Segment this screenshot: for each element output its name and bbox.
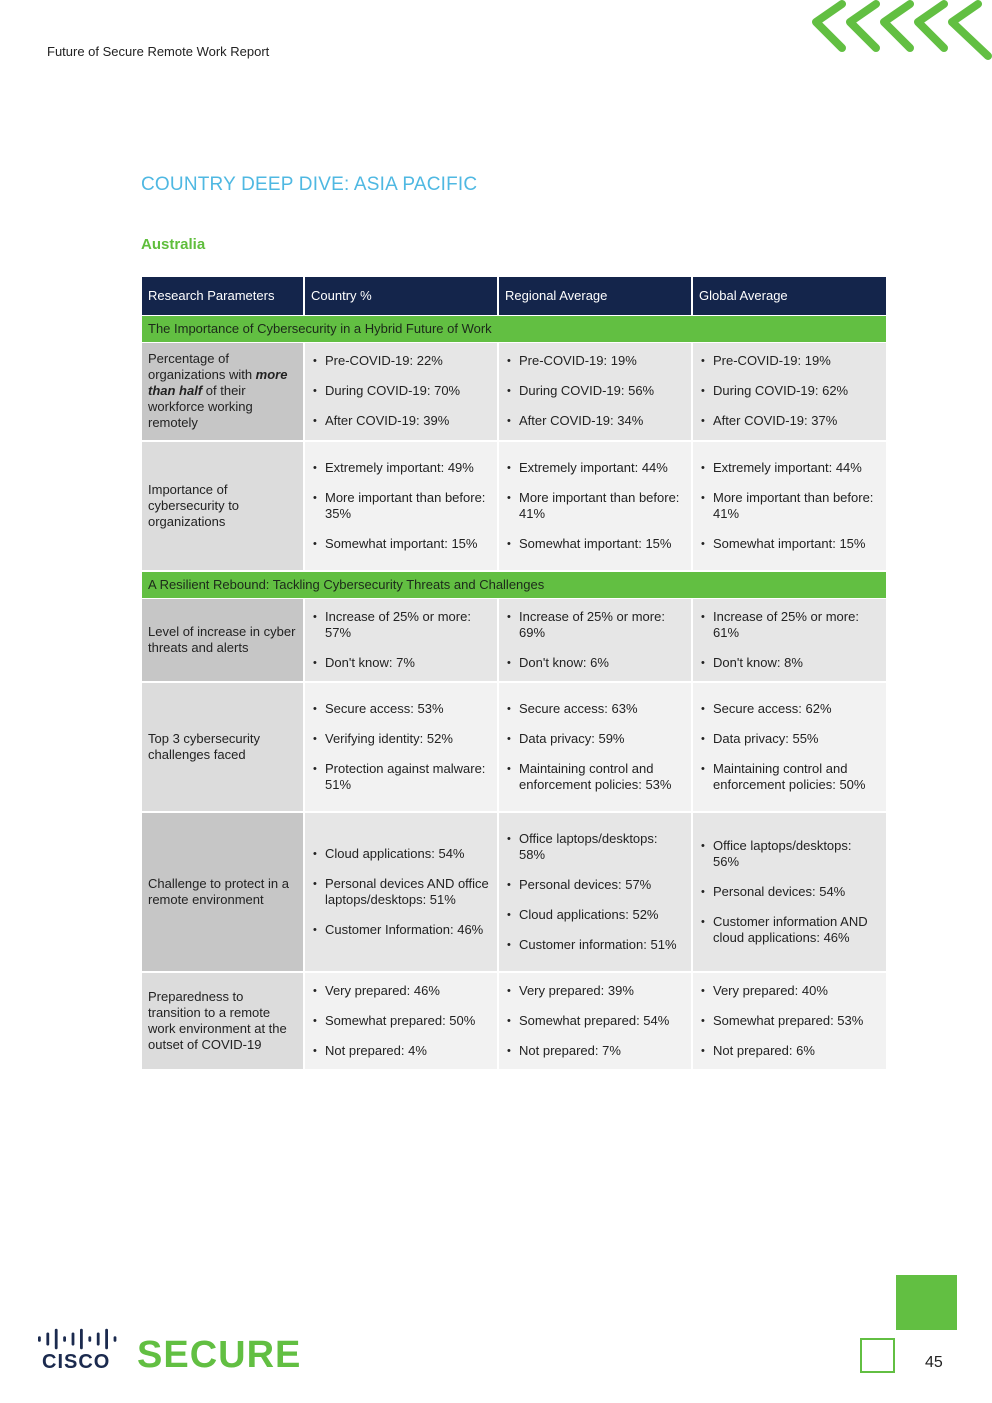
list-item: • Customer Information: 46%	[313, 922, 491, 938]
list-item: • Maintaining control and enforcement policies: 53%	[507, 761, 685, 793]
list-item: • Somewhat important: 15%	[701, 536, 880, 552]
list-item: • After COVID-19: 37%	[701, 413, 880, 429]
row-parameter: Percentage of organizations with more than half of their workforce working remotely	[142, 343, 304, 441]
column-header: Research Parameters	[142, 277, 304, 316]
list-item: • Extremely important: 44%	[507, 460, 685, 476]
country-heading: Australia	[141, 236, 206, 253]
list-item: • Cloud applications: 52%	[507, 907, 685, 923]
list-item: • During COVID-19: 56%	[507, 383, 685, 399]
list-item: • After COVID-19: 34%	[507, 413, 685, 429]
regional-cell	[498, 343, 692, 441]
list-item: • Personal devices AND office laptops/desktops: 51%	[313, 876, 491, 908]
global-cell	[692, 812, 886, 972]
list-item: • Personal devices: 54%	[701, 884, 880, 900]
country-cell	[304, 598, 498, 682]
green-square-decoration	[896, 1275, 957, 1330]
list-item: • More important than before: 41%	[507, 490, 685, 522]
list-item: • More important than before: 35%	[313, 490, 491, 522]
section-row	[142, 316, 886, 343]
chevron-decoration-icon	[808, 0, 992, 60]
row-parameter: Level of increase in cyber threats and alerts	[142, 598, 304, 682]
list-item: • More important than before: 41%	[701, 490, 880, 522]
list-item: • Somewhat important: 15%	[313, 536, 491, 552]
list-item: • Extremely important: 49%	[313, 460, 491, 476]
list-item: • Don't know: 6%	[507, 655, 685, 671]
list-item: • Extremely important: 44%	[701, 460, 880, 476]
list-item: • Not prepared: 7%	[507, 1043, 685, 1059]
country-cell	[304, 812, 498, 972]
data-table	[142, 277, 886, 1071]
table-row	[142, 682, 886, 812]
table-row	[142, 598, 886, 682]
list-item: • Cloud applications: 54%	[313, 846, 491, 862]
global-cell	[692, 682, 886, 812]
list-item: • Very prepared: 46%	[313, 983, 491, 999]
country-cell	[304, 972, 498, 1070]
list-item: • Pre-COVID-19: 22%	[313, 353, 491, 369]
list-item: • Protection against malware: 51%	[313, 761, 491, 793]
table-row	[142, 343, 886, 441]
list-item: • Verifying identity: 52%	[313, 731, 491, 747]
list-item: • Very prepared: 39%	[507, 983, 685, 999]
page-number: 45	[925, 1354, 943, 1371]
regional-cell	[498, 598, 692, 682]
global-cell	[692, 441, 886, 571]
global-cell	[692, 598, 886, 682]
list-item: • Increase of 25% or more: 61%	[701, 609, 880, 641]
list-item: • Data privacy: 59%	[507, 731, 685, 747]
list-item: • Somewhat prepared: 53%	[701, 1013, 880, 1029]
regional-cell	[498, 682, 692, 812]
table-header-row	[142, 277, 886, 316]
list-item: • Data privacy: 55%	[701, 731, 880, 747]
global-cell	[692, 972, 886, 1070]
list-item: • Somewhat important: 15%	[507, 536, 685, 552]
list-item: • Office laptops/desktops: 56%	[701, 838, 880, 870]
list-item: • Secure access: 53%	[313, 701, 491, 717]
column-header: Global Average	[692, 277, 886, 316]
list-item: • Office laptops/desktops: 58%	[507, 831, 685, 863]
country-cell	[304, 441, 498, 571]
column-header: Regional Average	[498, 277, 692, 316]
list-item: • During COVID-19: 62%	[701, 383, 880, 399]
global-cell	[692, 343, 886, 441]
row-parameter: Preparedness to transition to a remote work environment at the outset of COVID-19	[142, 972, 304, 1070]
table-row	[142, 812, 886, 972]
list-item: • Not prepared: 6%	[701, 1043, 880, 1059]
regional-cell	[498, 812, 692, 972]
cisco-bars-icon	[38, 1328, 122, 1350]
column-header: Country %	[304, 277, 498, 316]
list-item: • Personal devices: 57%	[507, 877, 685, 893]
outline-square-decoration	[860, 1338, 895, 1373]
list-item: • Very prepared: 40%	[701, 983, 880, 999]
list-item: • During COVID-19: 70%	[313, 383, 491, 399]
list-item: • Secure access: 62%	[701, 701, 880, 717]
table-row	[142, 441, 886, 571]
list-item: • Pre-COVID-19: 19%	[701, 353, 880, 369]
list-item: • Customer information: 51%	[507, 937, 685, 953]
list-item: • Increase of 25% or more: 69%	[507, 609, 685, 641]
table-row	[142, 972, 886, 1070]
report-title: Future of Secure Remote Work Report	[47, 44, 270, 59]
section-row	[142, 571, 886, 599]
list-item: • Don't know: 8%	[701, 655, 880, 671]
country-cell	[304, 343, 498, 441]
secure-logo-text: SECURE	[137, 1334, 302, 1376]
list-item: • Not prepared: 4%	[313, 1043, 491, 1059]
row-parameter: Importance of cybersecurity to organizations	[142, 441, 304, 571]
row-parameter: Top 3 cybersecurity challenges faced	[142, 682, 304, 812]
regional-cell	[498, 441, 692, 571]
list-item: • Somewhat prepared: 50%	[313, 1013, 491, 1029]
list-item: • After COVID-19: 39%	[313, 413, 491, 429]
country-cell	[304, 682, 498, 812]
section-title: COUNTRY DEEP DIVE: ASIA PACIFIC	[141, 174, 478, 195]
row-parameter: Challenge to protect in a remote environment	[142, 812, 304, 972]
cisco-logo-text: CISCO	[42, 1351, 111, 1373]
section-row-title: The Importance of Cybersecurity in a Hybrid Future of Work	[142, 316, 886, 343]
list-item: • Don't know: 7%	[313, 655, 491, 671]
emphasis-text: more than half	[148, 367, 288, 399]
list-item: • Customer information AND cloud applications: 46%	[701, 914, 880, 946]
section-row-title: A Resilient Rebound: Tackling Cybersecurity Threats and Challenges	[142, 571, 886, 599]
list-item: • Somewhat prepared: 54%	[507, 1013, 685, 1029]
regional-cell	[498, 972, 692, 1070]
list-item: • Secure access: 63%	[507, 701, 685, 717]
list-item: • Pre-COVID-19: 19%	[507, 353, 685, 369]
list-item: • Increase of 25% or more: 57%	[313, 609, 491, 641]
list-item: • Maintaining control and enforcement policies: 50%	[701, 761, 880, 793]
